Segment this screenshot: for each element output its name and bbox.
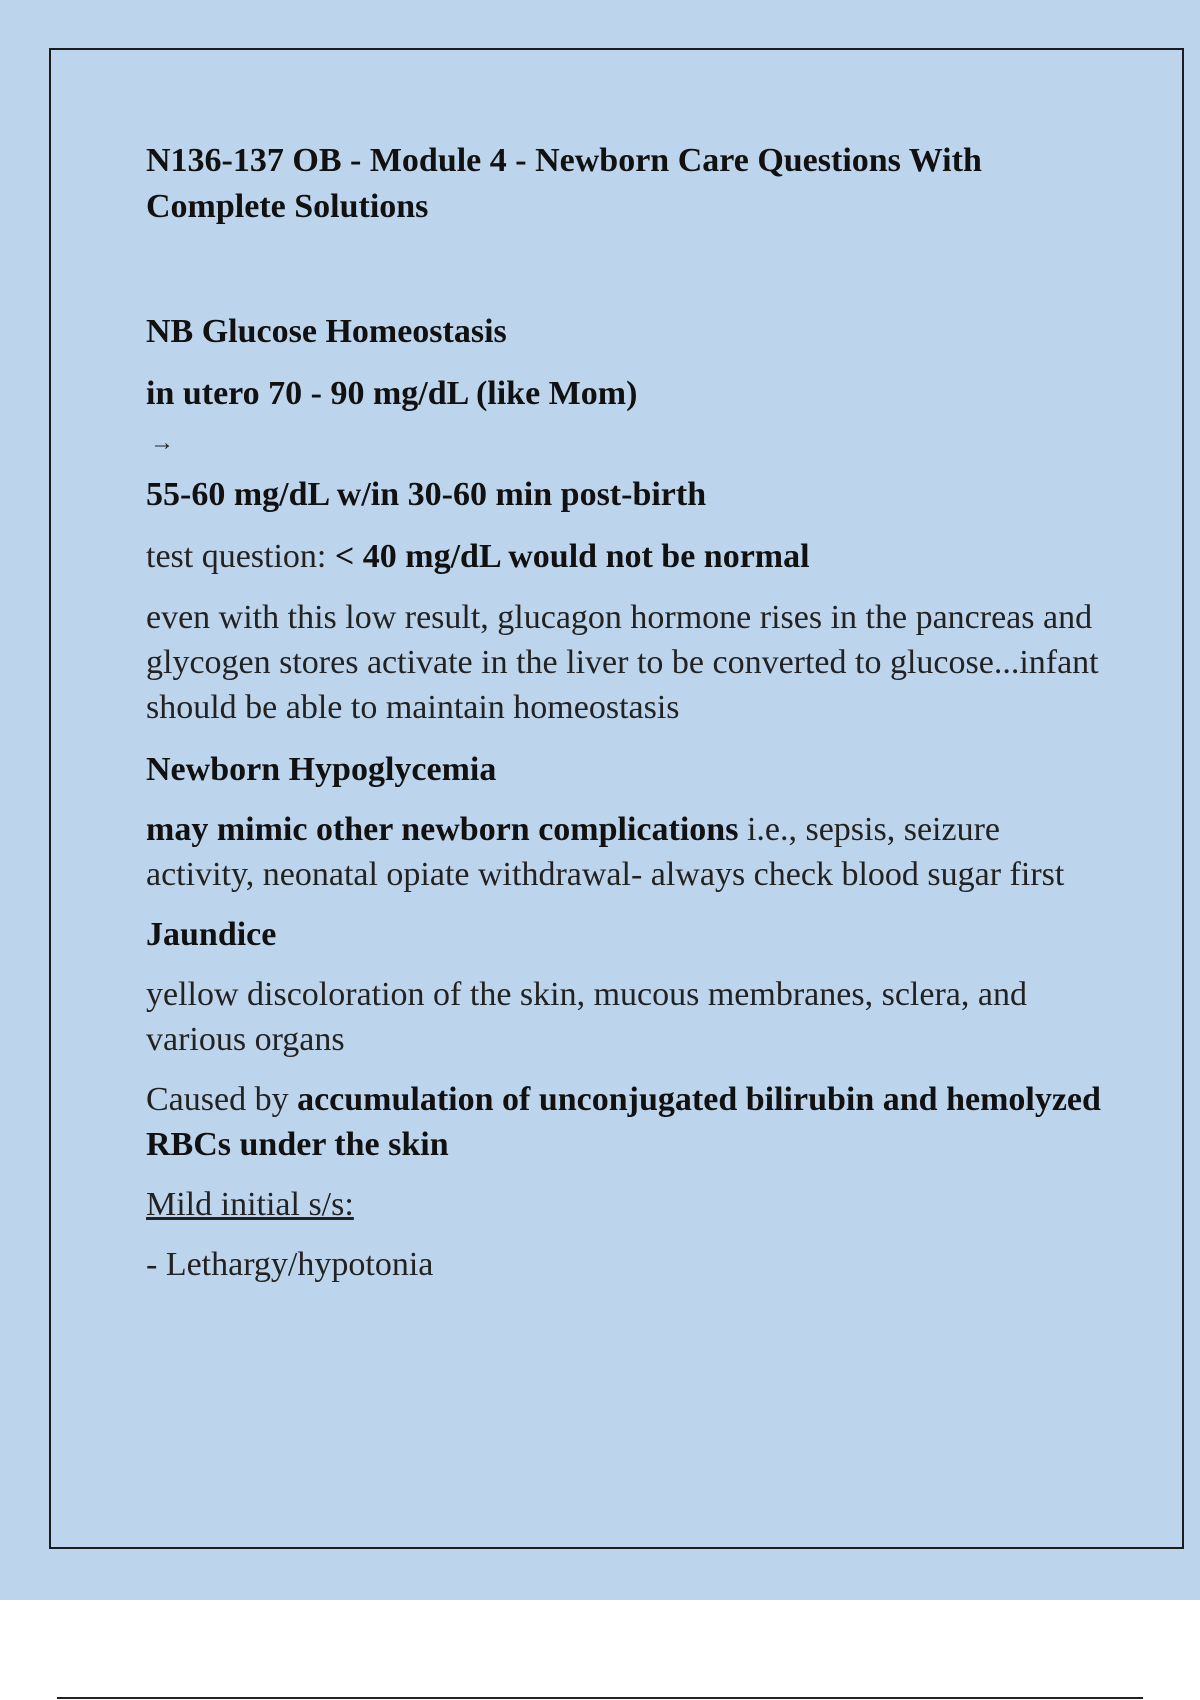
- jaundice-cause-paragraph: [146, 1077, 1106, 1167]
- caused-prefix: Caused by: [146, 1081, 298, 1118]
- glucagon-paragraph: even with this low result, glucagon hormone rises in the pancreas and glycogen stores activate in the liver to be converted to glucose...infant should be able to maintain homeostasis: [146, 599, 1099, 726]
- jaundice-definition: yellow discoloration of the skin, mucous membranes, sclera, and various organs: [146, 976, 1027, 1058]
- mild-signs-heading: Mild initial s/s:: [146, 1186, 354, 1223]
- heading-jaundice: Jaundice: [146, 916, 277, 953]
- arrow-icon: →: [150, 430, 174, 456]
- post-birth-line: 55-60 mg/dL w/in 30-60 min post-birth: [146, 476, 707, 513]
- lethargy-item: - Lethargy/hypotonia: [146, 1246, 434, 1283]
- in-utero-line: in utero 70 - 90 mg/dL (like Mom): [146, 375, 638, 412]
- mimic-bold-text: may mimic other newborn complications: [146, 811, 739, 848]
- bottom-divider: [57, 1697, 1143, 1699]
- mimic-rest-text: i.e., sepsis, seizure activity, neonatal opiate withdrawal- always check blood sugar first: [146, 811, 1065, 893]
- test-question-answer: < 40 mg/dL would not be normal: [334, 538, 810, 575]
- caused-bold-text: accumulation of unconjugated bilirubin and hemolyzed RBCs under the skin: [146, 1081, 1101, 1163]
- document-title: N136-137 OB - Module 4 - Newborn Care Questions With Complete Solutions: [146, 142, 982, 225]
- test-question-line: [146, 534, 1106, 579]
- heading-newborn-hypoglycemia: Newborn Hypoglycemia: [146, 751, 497, 788]
- document-content: [146, 138, 1106, 1287]
- heading-glucose-homeostasis: NB Glucose Homeostasis: [146, 313, 507, 350]
- test-question-prefix: test question:: [146, 538, 335, 575]
- hypoglycemia-paragraph: [146, 807, 1106, 897]
